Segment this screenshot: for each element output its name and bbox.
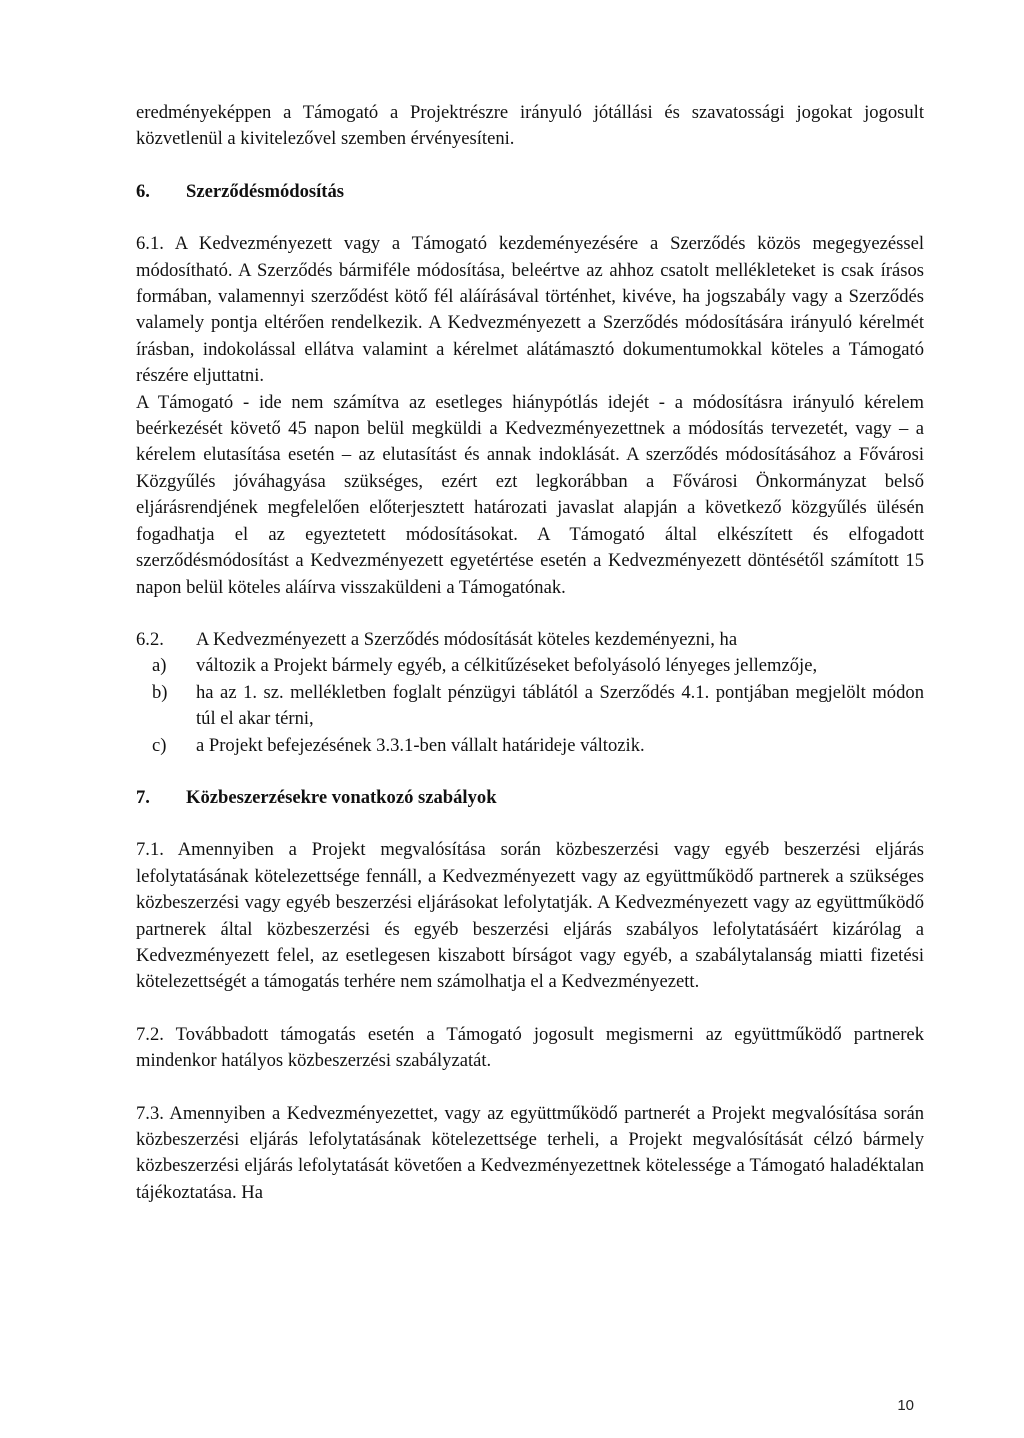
- list-item-letter: a): [152, 655, 167, 677]
- section-6-title: Szerződésmódosítás: [186, 180, 345, 202]
- paragraph-7-2: 7.2. Továbbadott támogatás esetén a Támogató jogosult megismerni az együttműködő partnerek mindenkor hatályos közbeszerzési szabályzatát.: [136, 1023, 924, 1072]
- paragraph-7-3: 7.3. Amennyiben a Kedvezményezettet, vagy az együttműködő partnerét a Projekt megvalósítása során közbeszerzési eljárás lefolytatásának kötelezettsége terheli, a Projekt megvalósítását célzó bármely közbeszerzési eljárás lefolytatását követően a Kedvezményezettnek kötelessége a Támogató haladéktalan tájékoztatása. Ha: [136, 1102, 924, 1203]
- paragraph-6-2-list: [136, 653, 924, 759]
- paragraph-6-1: 6.1. A Kedvezményezett vagy a Támogató kezdeményezésére a Szerződés közös megegyezéssel módosítható. A Szerződés bármiféle módosítása, beleértve az ahhoz csatolt mellékleteket is csak írásos formában, valamennyi szerződést kötő fél aláírásával történhet, kivéve, ha jogszabály vagy a Szerződés valamely pontja eltérően rendelkezik. A Kedvezményezett a Szerződés módosítására irányuló kérelmét írásban, indokolással ellátva valamint a kérelmet alátámasztó dokumentumokkal köteles a Támogató részére eljuttatni.: [136, 233, 924, 387]
- list-item: [136, 733, 924, 759]
- section-7-heading: [136, 785, 924, 811]
- paragraph-7-1: 7.1. Amennyiben a Projekt megvalósítása során közbeszerzési vagy egyéb beszerzési eljárás lefolytatásának kötelezettsége fennáll, a Kedvezményezett vagy az együttműködő partnerek a szükséges közbeszerzési vagy egyéb beszerzési eljárásokat lefolytatják. A Kedvezményezett vagy az együttműködő partnerek által közbeszerzési és egyéb beszerzési eljárás szabályos lefolytatásáért kizárólag a Kedvezményezett felel, az esetlegesen kiszabott bírságot vagy egyéb, a szabálytalanság miatti fizetési kötelezettségét a támogatás terhére nem számolhatja el a Kedvezményezett.: [136, 839, 924, 993]
- list-item-text: ha az 1. sz. mellékletben foglalt pénzügyi táblától a Szerződés 4.1. pontjában megjelölt módon túl el akar térni,: [196, 681, 924, 730]
- list-item: [136, 653, 924, 679]
- paragraph-6-2-intro: [136, 627, 924, 653]
- paragraph-6-2-number: 6.2.: [136, 628, 164, 650]
- page-number: 10: [897, 1397, 914, 1414]
- paragraph-6-2-text: A Kedvezményezett a Szerződés módosítását köteles kezdeményezni, ha: [196, 628, 738, 650]
- section-7-title: Közbeszerzésekre vonatkozó szabályok: [186, 786, 497, 808]
- intro-paragraph: eredményeképpen a Támogató a Projektrészre irányuló jótállási és szavatossági jogokat jogosult közvetlenül a kivitelezővel szemben érvényesíteni.: [136, 102, 924, 150]
- paragraph-6-1-continued: A Támogató - ide nem számítva az esetleges hiánypótlás idejét - a módosításra irányuló kérelem beérkezését követő 45 napon belül megküldi a Kedvezményezettnek a módosítás tervezetét, vagy – a kérelem elutasítása esetén – az elutasítást és annak indoklását. A szerződés módosításához a Fővárosi Közgyűlés jóváhagyása szükséges, ezért ezt legkorábban a Fővárosi Önkormányzat belső eljárásrendjének megfelelően előterjesztett határozati javaslat alapján a következő közgyűlés ülésén fogadhatja el az egyeztetett módosításokat. A Támogató által elkészített és elfogadott szerződésmódosítást a Kedvezményezett egyetértése esetén a Kedvezményezett döntésétől számított 15 napon belül köteles aláírva visszaküldeni a Támogatónak.: [136, 391, 924, 598]
- section-6-heading: [136, 179, 924, 205]
- section-6-number: 6.: [136, 180, 150, 202]
- section-7-number: 7.: [136, 786, 150, 808]
- list-item-letter: b): [152, 681, 168, 703]
- list-item-text: változik a Projekt bármely egyéb, a célkitűzéseket befolyásoló lényeges jellemzője,: [196, 655, 818, 677]
- list-item-letter: c): [152, 734, 167, 756]
- document-page: [136, 100, 924, 1206]
- list-item-text: a Projekt befejezésének 3.3.1-ben vállalt határideje változik.: [196, 734, 645, 756]
- list-item: [136, 680, 924, 733]
